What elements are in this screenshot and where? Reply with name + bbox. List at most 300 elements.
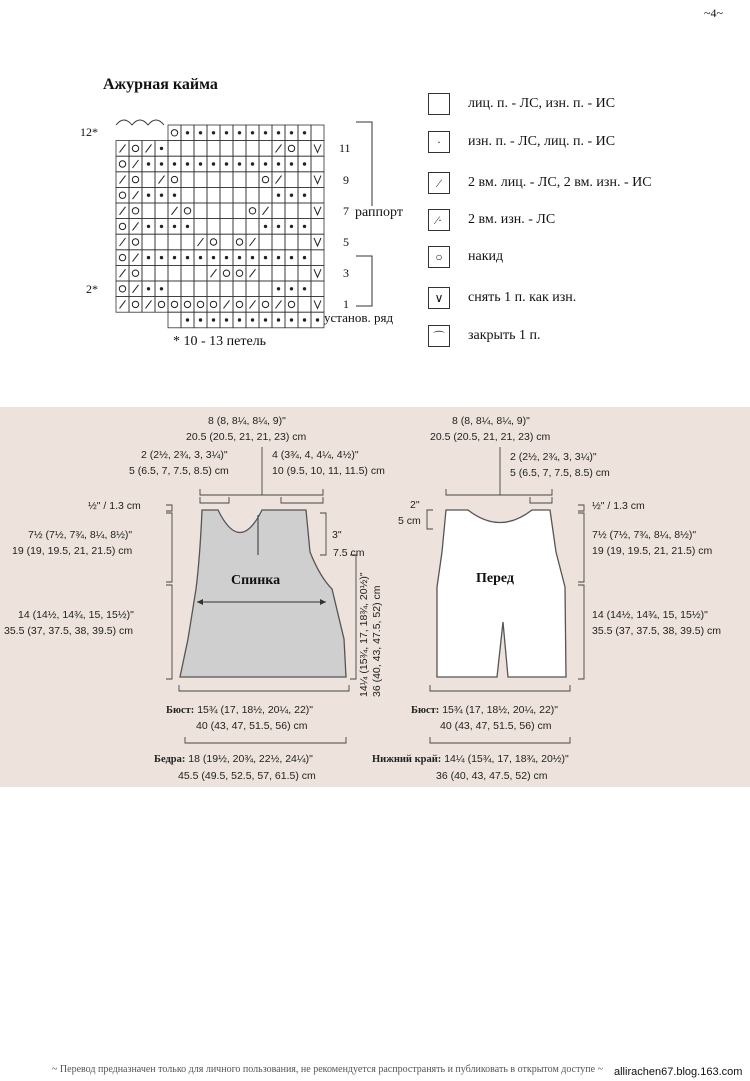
chart-symbol xyxy=(277,319,279,321)
chart-cell xyxy=(233,219,246,235)
setup-row-label: установ. ряд xyxy=(324,310,394,325)
chart-symbol xyxy=(133,222,139,230)
chart-symbol xyxy=(251,256,253,258)
rapport-bracket-bottom xyxy=(356,256,372,306)
chart-symbol xyxy=(210,301,216,307)
chart-symbol xyxy=(277,225,279,227)
chart-symbol xyxy=(160,194,162,196)
legend-text: закрыть 1 п. xyxy=(468,328,541,343)
chart-symbol xyxy=(303,132,305,134)
front-armhole-cm: 19 (19, 19.5, 21, 21.5) cm xyxy=(592,545,713,557)
chart-cell xyxy=(233,297,246,313)
chart-cell xyxy=(311,141,324,157)
chart-cell xyxy=(181,297,194,313)
chart-symbol xyxy=(147,288,149,290)
legend-row xyxy=(428,169,652,197)
chart-symbol xyxy=(147,194,149,196)
stitch-count: * 10 - 13 петель xyxy=(173,334,267,349)
chart-symbol xyxy=(238,163,240,165)
chart-cell xyxy=(259,234,272,250)
back-bust-cm: 40 (43, 47, 51.5, 56) cm xyxy=(196,720,308,732)
chart-cell xyxy=(246,141,259,157)
chart-symbol xyxy=(133,254,139,262)
chart-cell xyxy=(168,141,181,157)
chart-symbol xyxy=(303,319,305,321)
chart-cell xyxy=(207,141,220,157)
chart-symbol xyxy=(251,163,253,165)
chart-cell xyxy=(285,141,298,157)
chart-cell xyxy=(285,297,298,313)
back-top-width-in: 8 (8, 8¼, 8¼, 9)" xyxy=(208,415,286,427)
chart-symbol xyxy=(236,270,242,276)
chart-symbol xyxy=(120,176,126,184)
chart-symbol xyxy=(290,288,292,290)
chart-cell xyxy=(181,141,194,157)
front-shoulder-in: 2 (2½, 2¾, 3, 3¼)" xyxy=(510,451,597,463)
chart-cell xyxy=(142,234,155,250)
chart-symbol xyxy=(277,194,279,196)
chart-cell xyxy=(220,203,233,219)
chart-symbol xyxy=(290,225,292,227)
rapport-label: раппорт xyxy=(355,205,403,220)
chart-cell xyxy=(233,234,246,250)
chart-symbol xyxy=(316,319,318,321)
chart-cell xyxy=(116,219,129,235)
chart-cell xyxy=(181,203,194,219)
chart-symbol xyxy=(120,207,126,215)
chart-cell xyxy=(259,141,272,157)
chart-symbol xyxy=(238,132,240,134)
chart-symbol xyxy=(211,269,217,277)
front-hem-label: Нижний край: xyxy=(372,754,442,765)
chart-cell xyxy=(220,187,233,203)
chart-cell xyxy=(168,312,181,328)
chart-cell xyxy=(311,297,324,313)
slash-icon: ⁄ xyxy=(428,172,450,194)
chart-cell xyxy=(116,281,129,297)
chart-symbol xyxy=(288,145,294,151)
chart-cell xyxy=(259,281,272,297)
back-neck-in: 4 (3¾, 4, 4¼, 4½)" xyxy=(272,449,359,461)
chart-symbol xyxy=(262,176,268,182)
back-top-width-cm: 20.5 (20.5, 21, 21, 23) cm xyxy=(186,431,307,443)
chart-symbol xyxy=(212,132,214,134)
back-bust-in: 15¾ (17, 18½, 20¼, 22)" xyxy=(197,704,314,716)
schematic-panel xyxy=(0,407,750,787)
chart-symbol xyxy=(184,208,190,214)
back-length-cm: 36 (40, 43, 47.5, 52) cm xyxy=(371,585,383,697)
chart-symbol xyxy=(132,176,138,182)
chart-cell xyxy=(298,234,311,250)
chart-cell xyxy=(259,265,272,281)
chart-cell xyxy=(142,172,155,188)
chart-symbol xyxy=(314,238,321,246)
chart-symbol xyxy=(160,163,162,165)
chart-cell xyxy=(220,172,233,188)
chart-symbol xyxy=(303,288,305,290)
chart-symbol xyxy=(160,147,162,149)
chart-symbol xyxy=(146,300,152,308)
legend-row xyxy=(428,128,615,156)
chart-symbol xyxy=(171,130,177,136)
chart-symbol xyxy=(186,163,188,165)
chart-symbol xyxy=(119,254,125,260)
chart-cell xyxy=(233,172,246,188)
chart-symbol xyxy=(160,225,162,227)
chart-symbol xyxy=(171,176,177,182)
front-top-edge: ½" / 1.3 cm xyxy=(592,500,645,512)
chart-symbol xyxy=(173,163,175,165)
chart-cell xyxy=(116,187,129,203)
chart-cell xyxy=(220,141,233,157)
back-top-edge: ½" / 1.3 cm xyxy=(88,500,141,512)
chart-symbol xyxy=(277,163,279,165)
chart-cell xyxy=(311,203,324,219)
chart-symbol xyxy=(314,269,321,277)
row-label-12: 12* xyxy=(80,125,98,139)
chart-cell xyxy=(142,265,155,281)
chart-symbol xyxy=(173,225,175,227)
chart-cell xyxy=(233,203,246,219)
chart-symbol xyxy=(236,239,242,245)
legend-text: 2 вм. изн. - ЛС xyxy=(468,212,556,227)
circle-icon: ○ xyxy=(428,246,450,268)
chart-symbol xyxy=(223,270,229,276)
chart-cell xyxy=(259,187,272,203)
chart-cell xyxy=(311,172,324,188)
chart-symbol xyxy=(264,225,266,227)
chart-symbol xyxy=(171,301,177,307)
chart-cell xyxy=(285,234,298,250)
row-label-11: 11 xyxy=(339,141,351,155)
chart-cell xyxy=(194,187,207,203)
legend-text: изн. п. - ЛС, лиц. п. - ИС xyxy=(468,134,616,149)
chart-cell xyxy=(311,265,324,281)
chart-cell xyxy=(207,219,220,235)
chart-cell xyxy=(194,172,207,188)
chart-cell xyxy=(311,250,324,266)
front-side-in: 14 (14½, 14¾, 15, 15½)" xyxy=(592,609,708,621)
chart-symbol xyxy=(120,144,126,152)
legend-text: 2 вм. лиц. - ЛС, 2 вм. изн. - ИС xyxy=(468,175,652,190)
dot-icon: · xyxy=(428,131,450,153)
chart-cell xyxy=(116,250,129,266)
back-slit-cm: 7.5 cm xyxy=(333,547,365,559)
back-hip-cm: 45.5 (49.5, 52.5, 57, 61.5) cm xyxy=(178,770,316,782)
chart-cell xyxy=(298,141,311,157)
chart-cell xyxy=(168,281,181,297)
legend-row xyxy=(428,284,576,312)
chart-symbol xyxy=(186,319,188,321)
chart-cell xyxy=(272,265,285,281)
back-hip-label: Бедра: xyxy=(154,754,186,765)
chart-symbol xyxy=(120,269,126,277)
chart-symbol xyxy=(288,301,294,307)
chart-symbol xyxy=(199,132,201,134)
legend-text: лиц. п. - ЛС, изн. п. - ИС xyxy=(468,96,616,111)
chart-cell xyxy=(168,172,181,188)
front-side-cm: 35.5 (37, 37.5, 38, 39.5) cm xyxy=(592,625,721,637)
chart-cell xyxy=(181,187,194,203)
chart-cell xyxy=(207,234,220,250)
chart-cell xyxy=(181,234,194,250)
legend-row xyxy=(428,322,540,350)
chart-title: Ажурная кайма xyxy=(103,76,218,93)
chart-symbol xyxy=(314,207,321,215)
front-bust-cm: 40 (43, 47, 51.5, 56) cm xyxy=(440,720,552,732)
scallop-arcs xyxy=(116,120,164,125)
chart-symbol xyxy=(199,256,201,258)
chart-symbol xyxy=(290,319,292,321)
chart-symbol xyxy=(276,300,282,308)
chart-cell xyxy=(272,203,285,219)
chart-cell xyxy=(311,187,324,203)
chart-symbol xyxy=(314,300,321,308)
row-label-7: 7 xyxy=(343,204,349,218)
chart-cell xyxy=(311,219,324,235)
chart-symbol xyxy=(159,176,165,184)
chart-symbol xyxy=(197,301,203,307)
chart-symbol xyxy=(290,132,292,134)
chart-cell xyxy=(181,281,194,297)
chart-symbol xyxy=(225,319,227,321)
chart-symbol xyxy=(314,144,321,152)
chart-cell xyxy=(129,297,142,313)
chart-cell xyxy=(194,265,207,281)
chart-cell xyxy=(181,172,194,188)
chart-cell xyxy=(129,265,142,281)
chart-cell xyxy=(207,172,220,188)
footer-note: ~ Перевод предназначен только для личного пользования, не рекомендуется распространять и публиковать в открытом доступе ~ xyxy=(52,1064,604,1075)
chart-symbol xyxy=(276,176,282,184)
chart-cell xyxy=(194,141,207,157)
chart-symbol xyxy=(186,132,188,134)
front-bust-in: 15¾ (17, 18½, 20¼, 22)" xyxy=(442,704,559,716)
chart-cell xyxy=(246,172,259,188)
chart-symbol xyxy=(262,301,268,307)
back-slit-in: 3" xyxy=(332,529,342,541)
back-shoulder-cm: 5 (6.5, 7, 7.5, 8.5) cm xyxy=(129,465,229,477)
chart-symbol xyxy=(238,319,240,321)
chart-symbol xyxy=(290,256,292,258)
chart-symbol xyxy=(236,301,242,307)
chart-cell xyxy=(207,203,220,219)
chart-symbol xyxy=(263,207,269,215)
chart-cell xyxy=(285,203,298,219)
chart-symbol xyxy=(133,191,139,199)
v-icon: ∨ xyxy=(428,287,450,309)
chart-symbol xyxy=(277,256,279,258)
chart-cell xyxy=(246,187,259,203)
chart-symbol xyxy=(238,256,240,258)
chart-symbol xyxy=(132,239,138,245)
front-piece-shape xyxy=(437,510,566,677)
front-bust-label: Бюст: xyxy=(411,705,440,716)
chart-symbol xyxy=(250,300,256,308)
back-neck-cm: 10 (9.5, 10, 11, 11.5) cm xyxy=(272,465,385,477)
watermark: allirachen67.blog.163.com xyxy=(614,1066,743,1078)
chart-cell xyxy=(168,125,181,141)
chart-cell xyxy=(168,297,181,313)
chart-symbol xyxy=(290,194,292,196)
chart-cell xyxy=(246,219,259,235)
chart-cell xyxy=(142,203,155,219)
chart-symbol xyxy=(147,225,149,227)
chart-symbol xyxy=(147,256,149,258)
chart-cell xyxy=(259,172,272,188)
chart-symbol xyxy=(146,144,152,152)
chart-symbol xyxy=(186,256,188,258)
chart-cell xyxy=(246,281,259,297)
front-label: Перед xyxy=(476,571,515,586)
chart-symbol xyxy=(132,145,138,151)
chart-cell xyxy=(233,187,246,203)
chart-cell xyxy=(233,141,246,157)
chart-cell xyxy=(311,125,324,141)
row-label-9: 9 xyxy=(343,173,349,187)
back-armhole-in: 7½ (7½, 7¾, 8¼, 8½)" xyxy=(28,529,133,541)
chart-cell xyxy=(298,172,311,188)
back-piece-shape xyxy=(180,510,346,677)
chart-cell xyxy=(194,219,207,235)
chart-cell xyxy=(272,234,285,250)
chart-symbol xyxy=(250,238,256,246)
chart-symbol xyxy=(264,132,266,134)
chart-cell xyxy=(116,156,129,172)
chart-symbol xyxy=(251,132,253,134)
rapport-bracket-top xyxy=(356,122,372,206)
legend-text: накид xyxy=(468,249,504,264)
page-number: ~4~ xyxy=(704,6,723,20)
back-armhole-cm: 19 (19, 19.5, 21, 21.5) cm xyxy=(12,545,133,557)
chart-symbol xyxy=(160,288,162,290)
chart-symbol xyxy=(212,256,214,258)
chart-cell xyxy=(298,297,311,313)
chart-symbol xyxy=(276,144,282,152)
chart-cell xyxy=(311,234,324,250)
chart-symbol xyxy=(158,301,164,307)
front-armhole-in: 7½ (7½, 7¾, 8¼, 8½)" xyxy=(592,529,697,541)
chart-symbol xyxy=(264,163,266,165)
chart-symbol xyxy=(250,269,256,277)
row-label-1: 1 xyxy=(343,297,349,311)
chart-symbol xyxy=(132,301,138,307)
chart-cell xyxy=(181,265,194,281)
chart-symbol xyxy=(225,256,227,258)
chart-symbol xyxy=(119,286,125,292)
chart-cell xyxy=(194,297,207,313)
chart-cell xyxy=(311,156,324,172)
chart-symbol xyxy=(186,225,188,227)
chart-symbol xyxy=(212,319,214,321)
chart-cell xyxy=(259,297,272,313)
chart-symbol xyxy=(303,194,305,196)
chart-symbol xyxy=(277,132,279,134)
back-hip-in: 18 (19½, 20¾, 22½, 24¼)" xyxy=(188,753,313,765)
chart-cell xyxy=(207,297,220,313)
front-neck-drop-in: 2" xyxy=(410,499,420,511)
chart-cell xyxy=(129,203,142,219)
back-side-in: 14 (14½, 14¾, 15, 15½)" xyxy=(18,609,134,621)
chart-symbol xyxy=(212,163,214,165)
chart-symbol xyxy=(172,207,178,215)
chart-symbol xyxy=(303,225,305,227)
chart-symbol xyxy=(303,256,305,258)
chart-cell xyxy=(220,281,233,297)
legend-text: снять 1 п. как изн. xyxy=(468,290,577,305)
chart-cell xyxy=(246,203,259,219)
chart-cell xyxy=(194,203,207,219)
chart-symbol xyxy=(199,319,201,321)
legend-row xyxy=(428,90,615,118)
slash-dot-icon: ⁄· xyxy=(428,209,450,231)
chart-symbol xyxy=(173,194,175,196)
back-bust-label: Бюст: xyxy=(166,705,195,716)
chart-symbol xyxy=(314,176,321,184)
row-label-3: 3 xyxy=(343,266,349,280)
back-length-in: 14¼ (15¾, 17, 18¾, 20½)" xyxy=(358,572,370,697)
front-top-width-in: 8 (8, 8¼, 8¼, 9)" xyxy=(452,415,530,427)
chart-cell xyxy=(285,172,298,188)
chart-symbol xyxy=(303,163,305,165)
chart-cell xyxy=(194,281,207,297)
legend-row xyxy=(428,206,555,234)
chart-cell xyxy=(311,281,324,297)
chart-cell xyxy=(233,265,246,281)
chart-cell xyxy=(220,219,233,235)
front-neck-drop-cm: 5 cm xyxy=(398,515,421,527)
chart-cell xyxy=(129,234,142,250)
chart-symbol xyxy=(277,288,279,290)
chart-symbol xyxy=(120,300,126,308)
chart-symbol xyxy=(132,208,138,214)
chart-symbol xyxy=(184,301,190,307)
empty-square-icon xyxy=(428,93,450,115)
chart-symbol xyxy=(249,208,255,214)
chart-symbol xyxy=(199,163,201,165)
chart-cell xyxy=(155,265,168,281)
chart-cell xyxy=(168,265,181,281)
chart-symbol xyxy=(160,256,162,258)
chart-cell xyxy=(285,265,298,281)
chart-cell xyxy=(233,281,246,297)
front-shoulder-cm: 5 (6.5, 7, 7.5, 8.5) cm xyxy=(510,467,610,479)
front-top-width-cm: 20.5 (20.5, 21, 21, 23) cm xyxy=(430,431,551,443)
chart-symbol xyxy=(120,238,126,246)
chart-symbol xyxy=(225,132,227,134)
chart-cell xyxy=(129,141,142,157)
chart-cell xyxy=(168,234,181,250)
row-label-5: 5 xyxy=(343,235,349,249)
chart-symbol xyxy=(264,319,266,321)
chart-symbol xyxy=(132,270,138,276)
chart-cell xyxy=(155,234,168,250)
chart-symbol xyxy=(119,223,125,229)
chart-cell xyxy=(298,203,311,219)
chart-cell xyxy=(220,265,233,281)
back-shoulder-in: 2 (2½, 2¾, 3, 3¼)" xyxy=(141,449,228,461)
front-hem-cm: 36 (40, 43, 47.5, 52) cm xyxy=(436,770,548,782)
chart-symbol xyxy=(119,161,125,167)
chart-cell xyxy=(155,203,168,219)
chart-symbol xyxy=(264,256,266,258)
chart-symbol xyxy=(173,256,175,258)
back-label: Спинка xyxy=(231,573,281,588)
chart-symbol xyxy=(133,160,139,168)
chart-cell xyxy=(220,234,233,250)
chart-symbol xyxy=(225,163,227,165)
back-side-cm: 35.5 (37, 37.5, 38, 39.5) cm xyxy=(4,625,133,637)
